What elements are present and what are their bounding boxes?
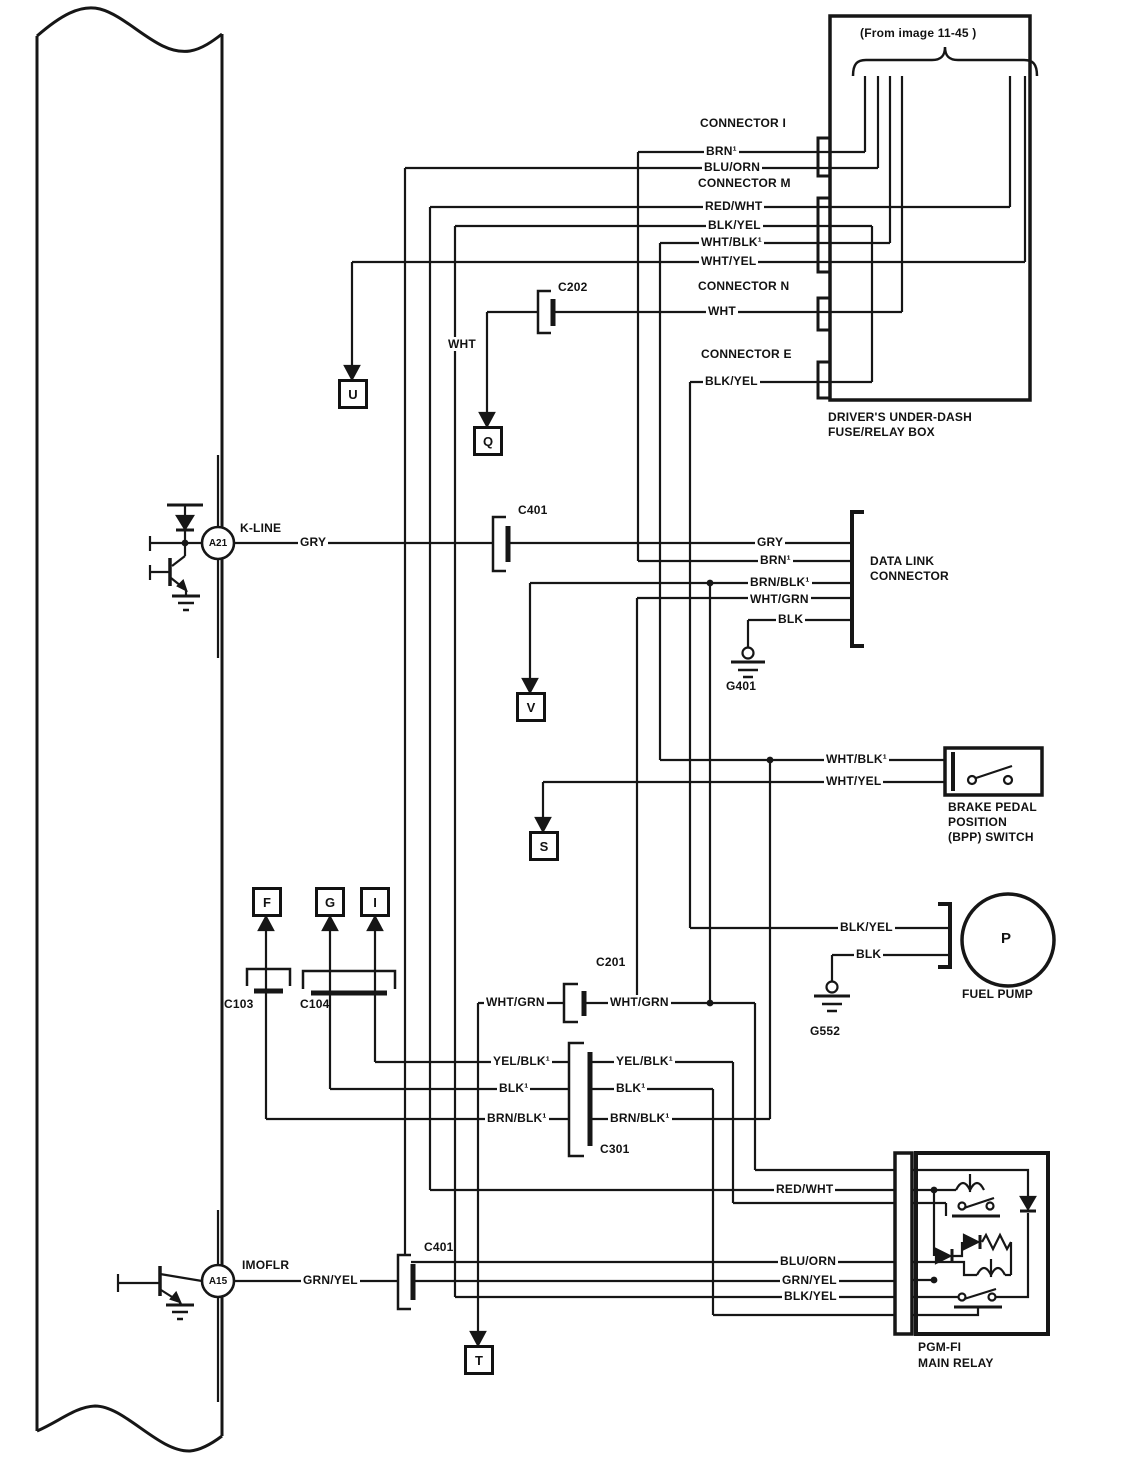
ref-box-v: V — [516, 692, 546, 722]
bpp-name-line1: BRAKE PEDAL — [948, 800, 1037, 814]
connector-c103-label: C103 — [224, 997, 254, 1011]
connector-c301-label: C301 — [600, 1142, 630, 1156]
wire-label-blu-orn-relay: BLU/ORN — [780, 1254, 837, 1268]
connector-i-label: CONNECTOR I — [700, 116, 786, 130]
ground-label-g552: G552 — [810, 1024, 841, 1038]
connector-c401-lower-label: C401 — [424, 1240, 454, 1254]
wire-label-grn-yel-relay: GRN/YEL — [782, 1273, 837, 1287]
fuel-pump-symbol: P — [1001, 930, 1012, 947]
wire-label-wht-grn-c201-right: WHT/GRN — [610, 995, 669, 1009]
signal-label-imoflr: IMOFLR — [242, 1258, 290, 1272]
dlc-name-line1: DATA LINK — [870, 554, 935, 568]
connector-c201-label: C201 — [596, 955, 626, 969]
wire-label-wht-yel-bpp: WHT/YEL — [826, 774, 882, 788]
wire-label-blk-yel-m: BLK/YEL — [708, 218, 761, 232]
wire-label-wht-n: WHT — [708, 304, 736, 318]
ref-box-t: T — [464, 1345, 494, 1375]
ecm-pin-a15: A15 — [208, 1276, 228, 1287]
wire-label-yel-blk-c301-right: YEL/BLK¹ — [616, 1054, 673, 1068]
relay-name-line1: PGM-FI — [918, 1340, 962, 1354]
wire-label-red-wht-m: RED/WHT — [705, 199, 763, 213]
connector-e-label: CONNECTOR E — [701, 347, 792, 361]
wire-label-wht-grn-c201-left: WHT/GRN — [486, 995, 545, 1009]
wire-label-blu-orn-i: BLU/ORN — [704, 160, 761, 174]
ref-box-s: S — [529, 831, 559, 861]
connector-c202-label: C202 — [558, 280, 588, 294]
bpp-name-line2: POSITION — [948, 815, 1007, 829]
connector-m-label: CONNECTOR M — [698, 176, 791, 190]
wire-label-wht-yel-m: WHT/YEL — [701, 254, 757, 268]
ground-label-g401: G401 — [726, 679, 757, 693]
wire-label-wht-blk-bpp: WHT/BLK¹ — [826, 752, 887, 766]
wire-label-red-wht-relay: RED/WHT — [776, 1182, 834, 1196]
wire-label-blk-pump: BLK — [856, 947, 882, 961]
fuse-box-name-line1: DRIVER'S UNDER-DASH — [828, 410, 972, 424]
wire-label-gry-ecm: GRY — [300, 535, 327, 549]
ref-box-f: F — [252, 887, 282, 917]
wire-label-blk-yel-relay: BLK/YEL — [784, 1289, 837, 1303]
ecm-pin-a21: A21 — [208, 538, 228, 549]
fuel-pump-name: FUEL PUMP — [962, 987, 1033, 1001]
ref-box-q: Q — [473, 426, 503, 456]
source-note: (From image 11-45 ) — [860, 26, 977, 40]
wire-label-brn-blk-c301-left: BRN/BLK¹ — [487, 1111, 547, 1125]
ref-box-i: I — [360, 887, 390, 917]
dlc-name-line2: CONNECTOR — [870, 569, 949, 583]
connector-c401-upper-label: C401 — [518, 503, 548, 517]
wire-label-wht-grn-dlc: WHT/GRN — [750, 592, 809, 606]
relay-name-line2: MAIN RELAY — [918, 1356, 994, 1370]
wire-label-wht-c202: WHT — [448, 337, 476, 351]
ref-box-u: U — [338, 379, 368, 409]
wire-label-blk-dlc: BLK — [778, 612, 804, 626]
wire-label-brn-blk-c301-right: BRN/BLK¹ — [610, 1111, 670, 1125]
wire-label-brn-i: BRN¹ — [706, 144, 737, 158]
connector-n-label: CONNECTOR N — [698, 279, 790, 293]
wire-label-blk-yel-pump: BLK/YEL — [840, 920, 893, 934]
wire-label-gry-dlc: GRY — [757, 535, 784, 549]
wire-label-brn-dlc: BRN¹ — [760, 553, 791, 567]
wire-label-blk-c301-left: BLK¹ — [499, 1081, 529, 1095]
bpp-name-line3: (BPP) SWITCH — [948, 830, 1034, 844]
ref-box-g: G — [315, 887, 345, 917]
wire-label-blk-c301-right: BLK¹ — [616, 1081, 646, 1095]
wire-label-blk-yel-e: BLK/YEL — [705, 374, 758, 388]
wire-label-grn-yel-ecm: GRN/YEL — [303, 1273, 358, 1287]
wire-label-brn-blk-dlc: BRN/BLK¹ — [750, 575, 810, 589]
fuse-box-name-line2: FUSE/RELAY BOX — [828, 425, 935, 439]
connector-c104-label: C104 — [300, 997, 330, 1011]
wire-label-yel-blk-c301-left: YEL/BLK¹ — [493, 1054, 550, 1068]
signal-label-k-line: K-LINE — [240, 521, 282, 535]
wire-label-wht-blk-m: WHT/BLK¹ — [701, 235, 762, 249]
